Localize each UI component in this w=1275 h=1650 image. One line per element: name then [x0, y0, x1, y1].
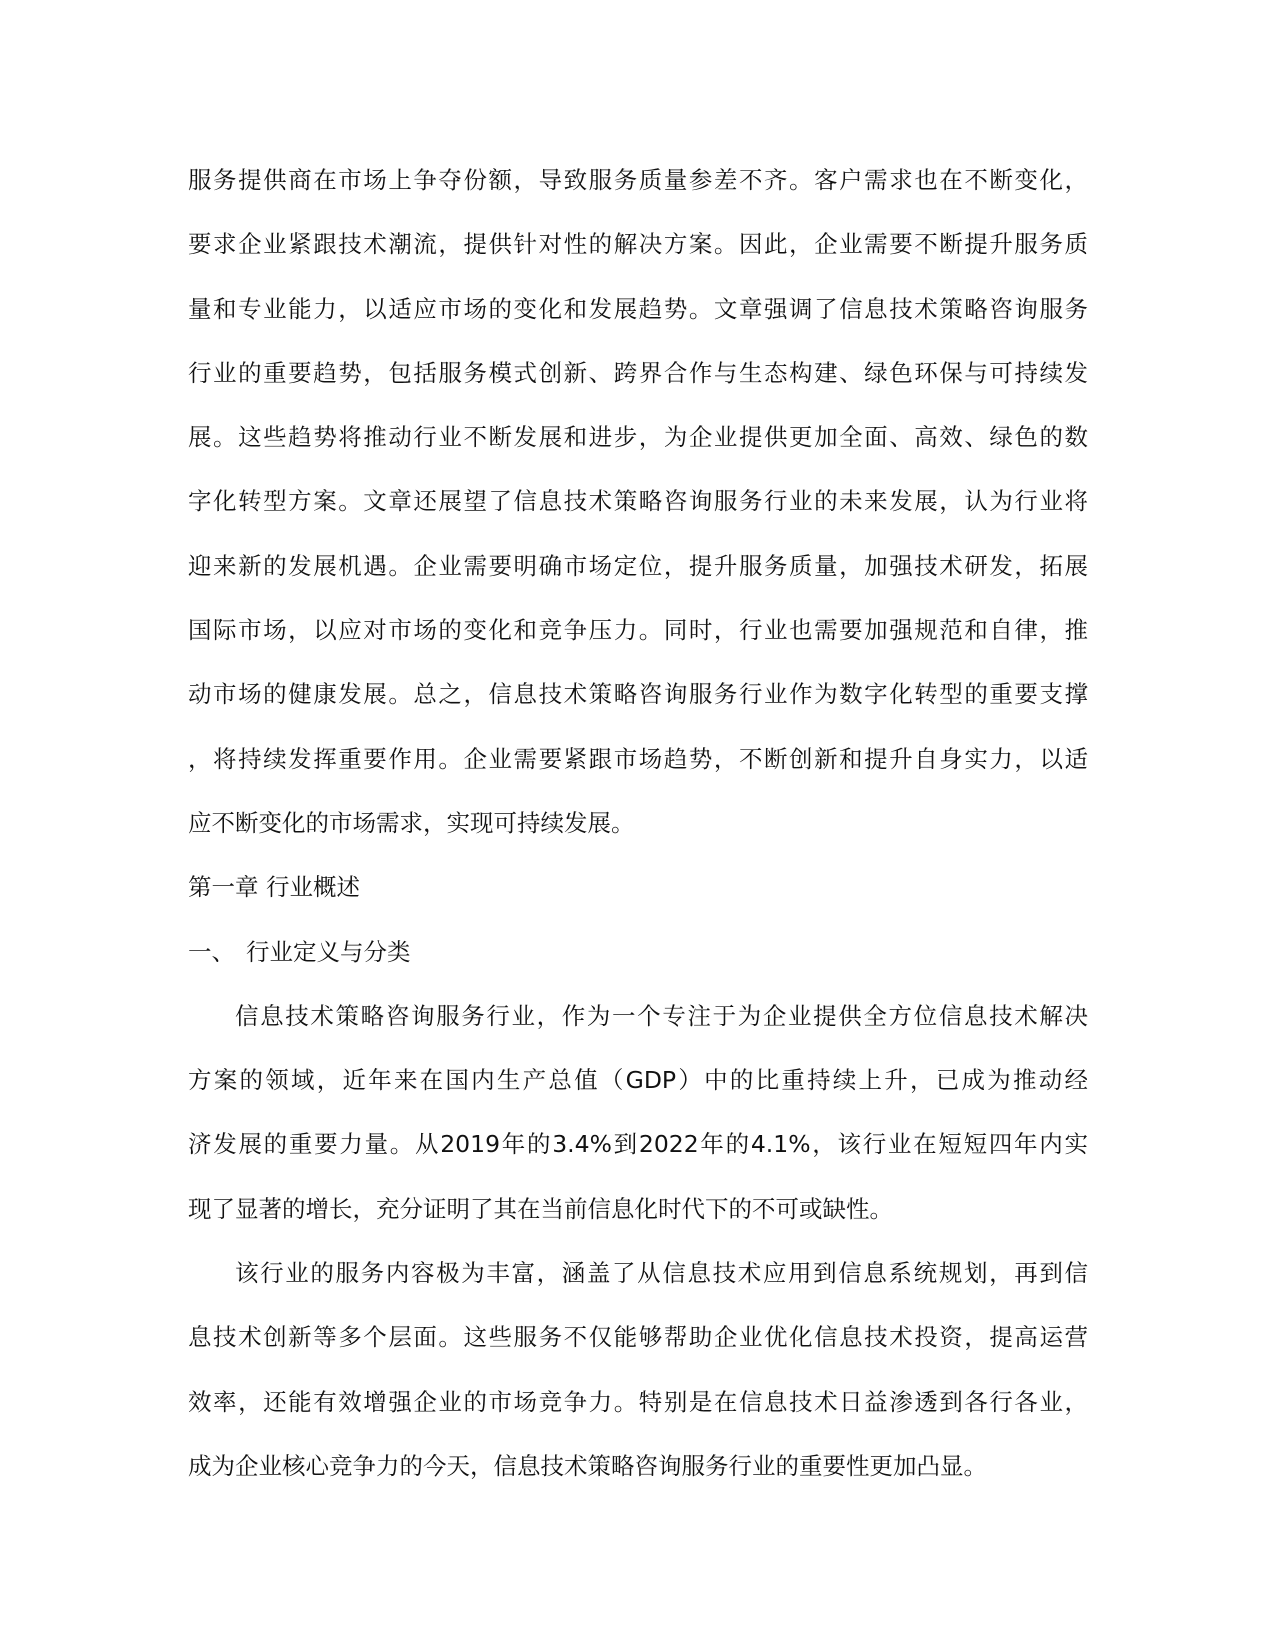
text-line: 信息技术策略咨询服务行业，作为一个专注于为企业提供全方位信息技术解决 [235, 1001, 1088, 1030]
paragraph-1 [188, 984, 1088, 1241]
text-line: 济发展的重要力量。从2019年的3.4%到2022年的4.1%，该行业在短短四年内实 [188, 1130, 1088, 1159]
section-title: 行业定义与分类 [246, 937, 411, 966]
text-line: 效率，还能有效增强企业的市场竞争力。特别是在信息技术日益渗透到各行各业， [188, 1387, 1088, 1416]
text-line: 应不断变化的市场需求，实现可持续发展。 [188, 808, 635, 837]
text-line: 国际市场，以应对市场的变化和竞争压力。同时，行业也需要加强规范和自律，推 [188, 616, 1088, 645]
section-heading [188, 920, 1088, 984]
text-line: 迎来新的发展机遇。企业需要明确市场定位，提升服务质量，加强技术研发，拓展 [188, 551, 1088, 580]
text-line: 字化转型方案。文章还展望了信息技术策略咨询服务行业的未来发展，认为行业将 [188, 487, 1088, 516]
text-line: 展。这些趋势将推动行业不断发展和进步，为企业提供更加全面、高效、绿色的数 [188, 423, 1088, 452]
text-line: 息技术创新等多个层面。这些服务不仅能够帮助企业优化信息技术投资，提高运营 [188, 1323, 1088, 1352]
paragraph-2 [188, 1241, 1088, 1498]
document-body [188, 148, 1088, 1498]
text-line: 现了显著的增长，充分证明了其在当前信息化时代下的不可或缺性。 [188, 1194, 893, 1223]
text-line: 成为企业核心竞争力的今天，信息技术策略咨询服务行业的重要性更加凸显。 [188, 1451, 987, 1480]
text-line: 服务提供商在市场上争夺份额，导致服务质量参差不齐。客户需求也在不断变化， [188, 166, 1088, 194]
chapter-title: 第一章 行业概述 [188, 873, 360, 902]
text-line: 量和专业能力，以适应市场的变化和发展趋势。文章强调了信息技术策略咨询服务 [188, 294, 1088, 323]
text-line: 方案的领域，近年来在国内生产总值（GDP）中的比重持续上升，已成为推动经 [188, 1066, 1088, 1095]
text-line: 要求企业紧跟技术潮流，提供针对性的解决方案。因此，企业需要不断提升服务质 [188, 230, 1088, 259]
intro-paragraph [188, 148, 1088, 855]
text-line: 行业的重要趋势，包括服务模式创新、跨界合作与生态构建、绿色环保与可持续发 [188, 358, 1088, 387]
text-line: ，将持续发挥重要作用。企业需要紧跟市场趋势，不断创新和提升自身实力，以适 [188, 744, 1088, 773]
text-line: 该行业的服务内容极为丰富，涵盖了从信息技术应用到信息系统规划，再到信 [235, 1259, 1088, 1288]
section-number: 一、 [188, 937, 235, 966]
text-line: 动市场的健康发展。总之，信息技术策略咨询服务行业作为数字化转型的重要支撑 [188, 680, 1088, 709]
